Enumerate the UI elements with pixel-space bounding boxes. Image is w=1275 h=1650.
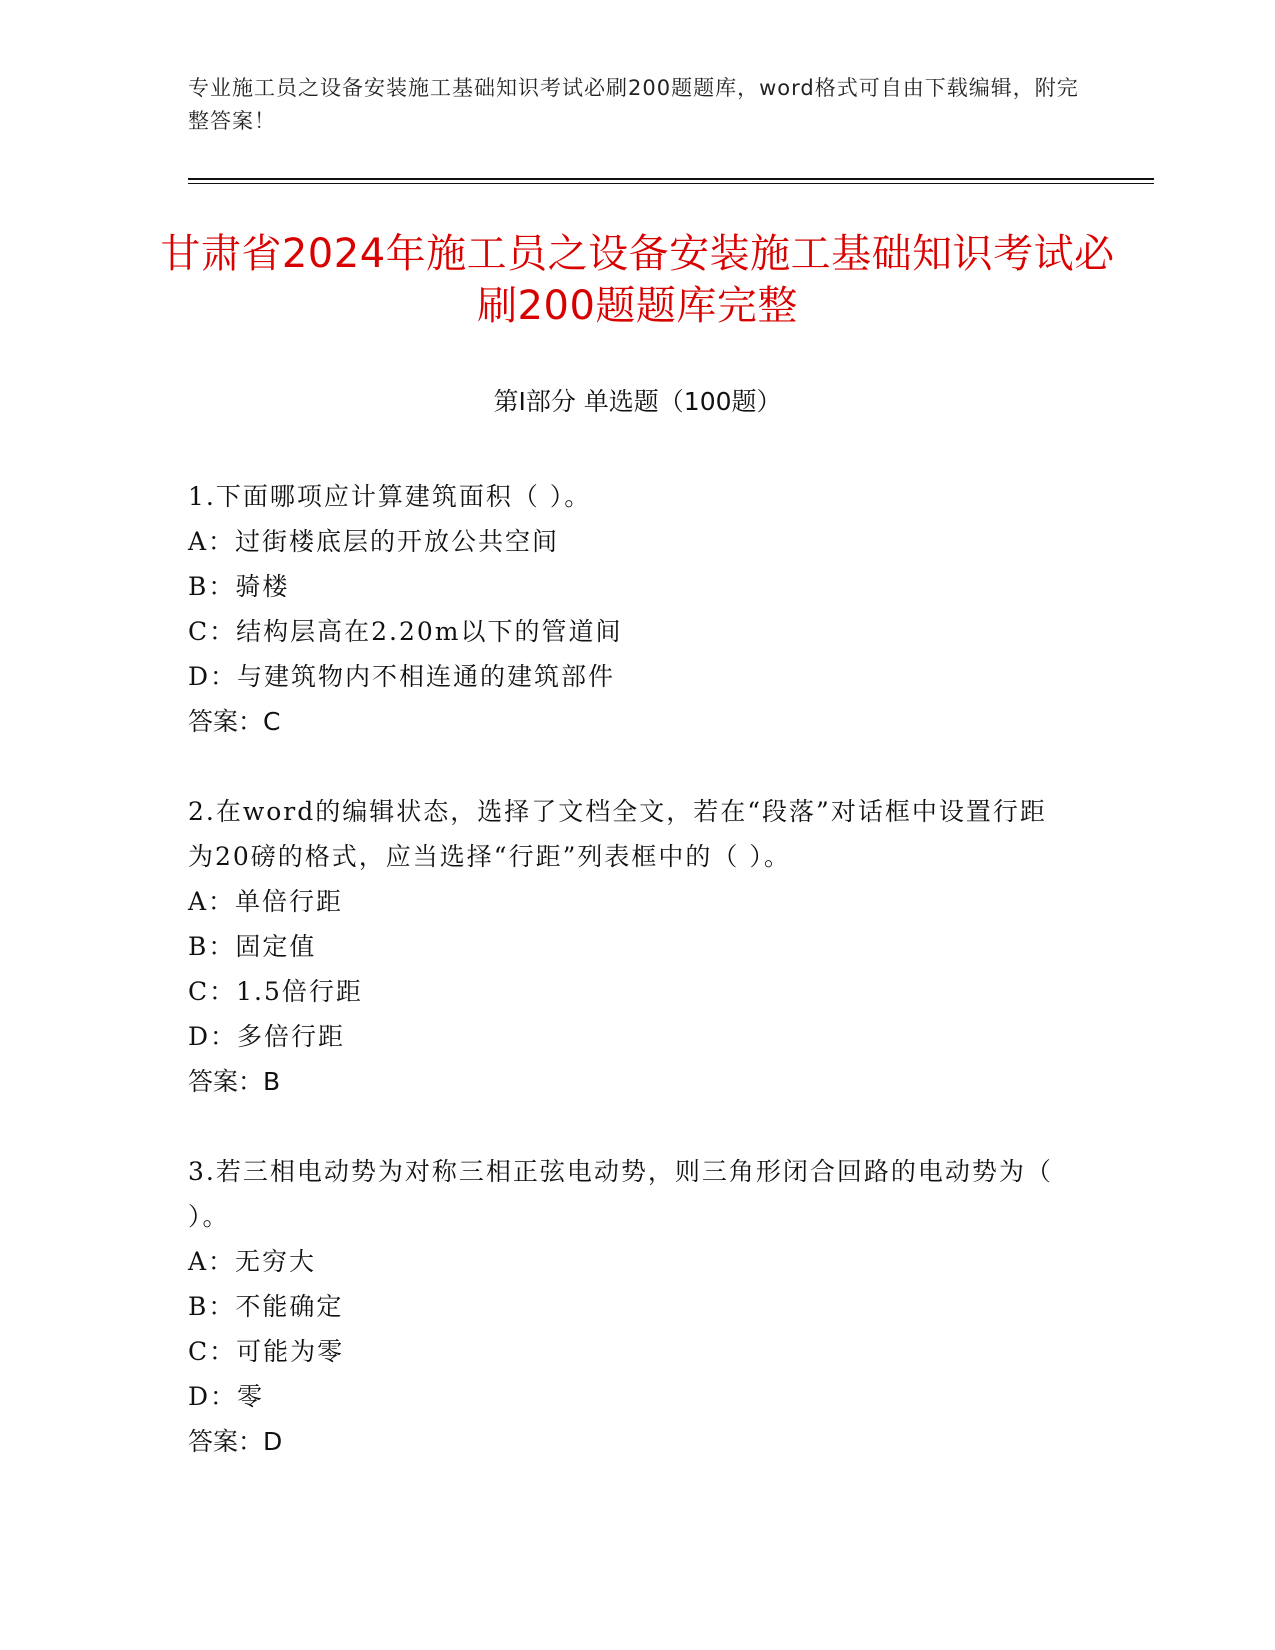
option-a: A：单倍行距 <box>188 887 344 916</box>
header-rule-thin <box>188 183 1154 184</box>
answer-line: 答案：B <box>188 1067 281 1096</box>
option-a: A：过街楼底层的开放公共空间 <box>188 527 560 556</box>
option-c: C：结构层高在2.20m以下的管道间 <box>188 617 623 646</box>
question-3 <box>188 1149 1088 1464</box>
answer-line: 答案：C <box>188 707 281 736</box>
answer-line: 答案：D <box>188 1427 283 1456</box>
question-2 <box>188 789 1088 1104</box>
option-d: D：多倍行距 <box>188 1022 346 1051</box>
option-d: D：零 <box>188 1382 265 1411</box>
option-b: B：固定值 <box>188 932 317 961</box>
question-stem: 2.在word的编辑状态，选择了文档全文，若在“段落”对话框中设置行距为20磅的格式，应当选择“行距”列表框中的（ ）。 <box>188 797 1047 871</box>
option-d: D：与建筑物内不相连通的建筑部件 <box>188 662 616 691</box>
question-list <box>188 474 1088 1509</box>
option-b: B：骑楼 <box>188 572 290 601</box>
option-b: B：不能确定 <box>188 1292 344 1321</box>
option-a: A：无穷大 <box>188 1247 317 1276</box>
question-1 <box>188 474 1088 744</box>
question-stem: 3.若三相电动势为对称三相正弦电动势，则三角形闭合回路的电动势为（ ）。 <box>188 1157 1053 1231</box>
header-note: 专业施工员之设备安装施工基础知识考试必刷200题题库，word格式可自由下载编辑，附完整答案！ <box>188 76 1079 133</box>
document-title: 甘肃省2024年施工员之设备安装施工基础知识考试必刷200题题库完整 <box>160 231 1115 329</box>
question-stem: 1.下面哪项应计算建筑面积（ ）。 <box>188 482 592 511</box>
header-rule-thick <box>188 178 1154 180</box>
option-c: C：1.5倍行距 <box>188 977 363 1006</box>
section-title: 第I部分 单选题（100题） <box>493 387 782 416</box>
option-c: C：可能为零 <box>188 1337 345 1366</box>
